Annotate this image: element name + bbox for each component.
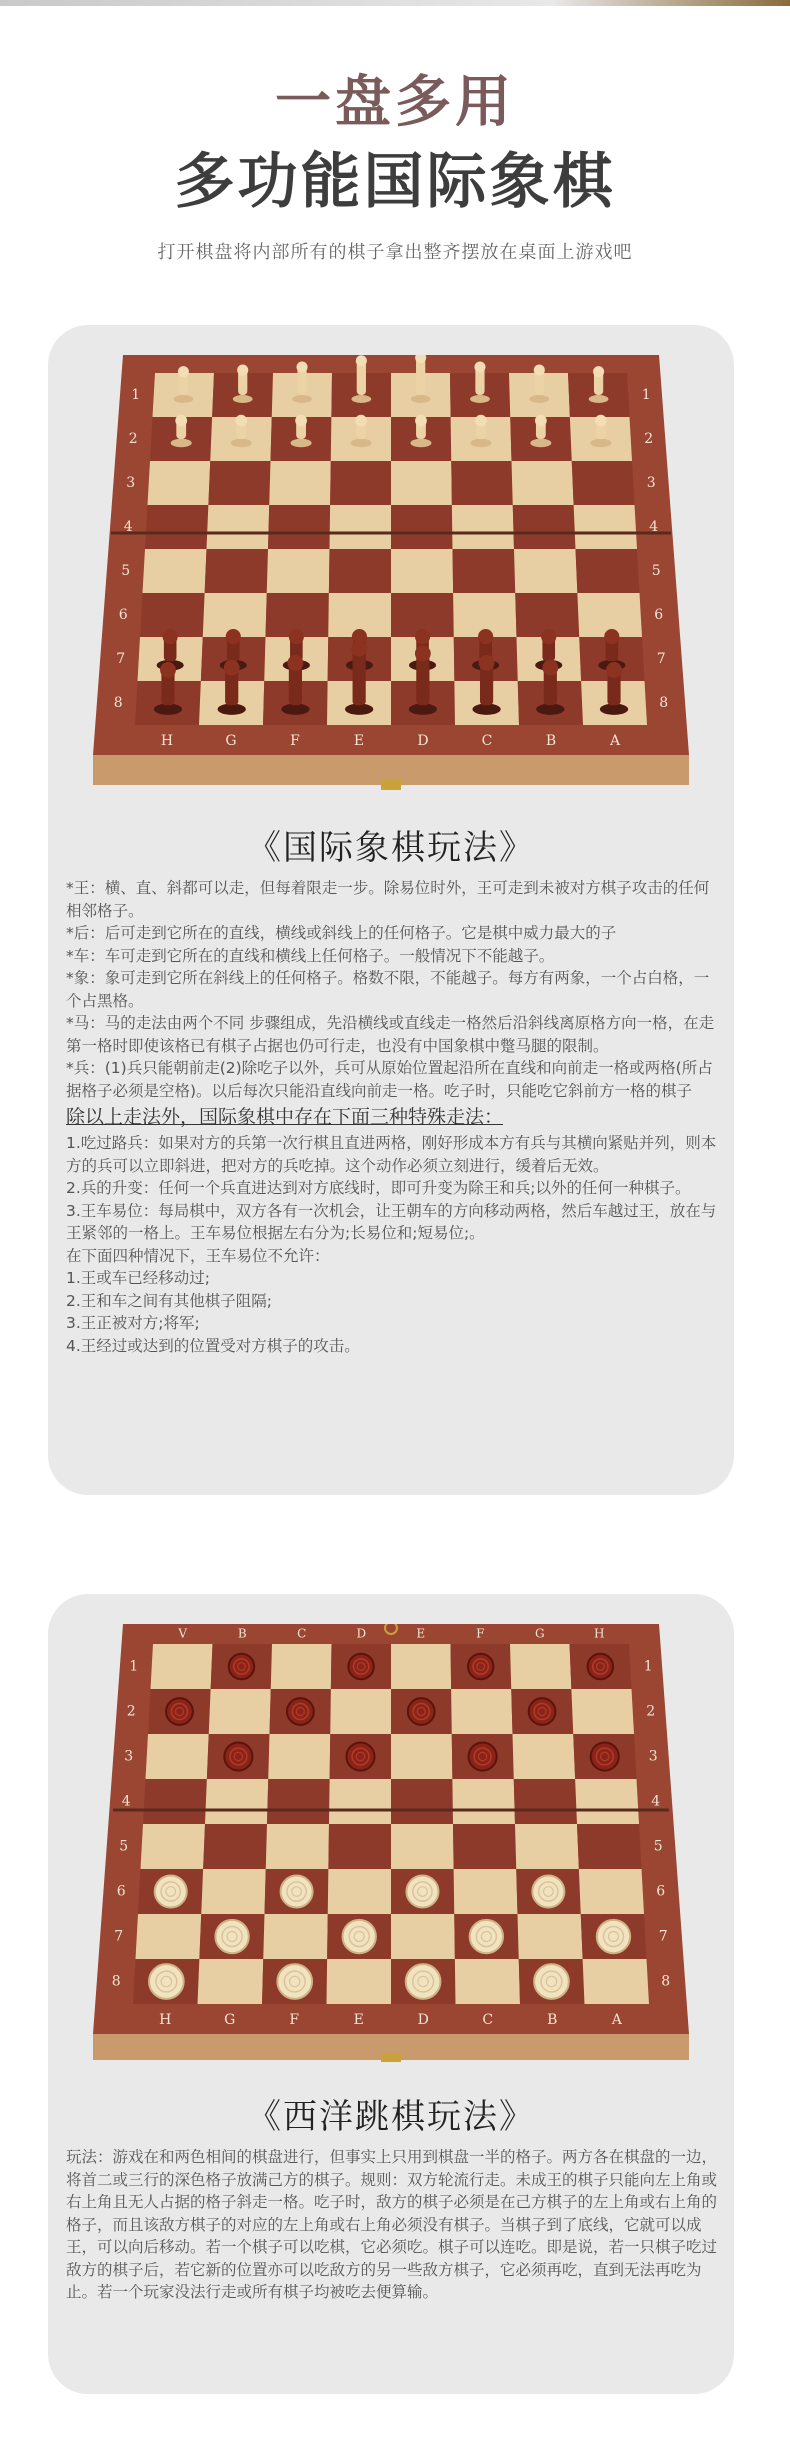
piece-head xyxy=(595,415,607,427)
chess-square xyxy=(148,461,211,505)
checkers-square xyxy=(510,1644,571,1689)
chess-rank-label-left: 5 xyxy=(121,563,131,579)
piece-head xyxy=(163,629,178,644)
checker-disc xyxy=(224,1742,252,1770)
chess-rule-knight: *马：马的走法由两个不同 步骤组成，先沿横线或直线走一格然后沿斜线离原格方向一格，在走第一格时即使该格已有棋子占据也仍可行走，也没有中国象棋中蹩马腿的限制。 xyxy=(66,1014,715,1055)
checkers-square xyxy=(271,1644,332,1689)
checkers-rank-label-left: 7 xyxy=(114,1928,124,1945)
checker-white xyxy=(149,1964,184,1999)
chess-square xyxy=(391,505,453,549)
checkers-square xyxy=(451,1689,512,1734)
chess-file-label: G xyxy=(225,733,237,749)
piece-base xyxy=(470,395,490,403)
chess-square xyxy=(267,549,330,593)
checker-disc xyxy=(281,1875,313,1907)
checkers-rank-label-left: 8 xyxy=(111,1973,121,1990)
checker-disc xyxy=(408,1698,435,1725)
piece-base xyxy=(292,395,312,403)
checkers-rank-label-left: 4 xyxy=(121,1793,131,1810)
piece-head xyxy=(351,641,367,657)
checker-disc xyxy=(343,1920,376,1953)
piece-head xyxy=(593,366,604,377)
piece-head xyxy=(356,355,367,366)
checkers-file-label: H xyxy=(159,2012,172,2028)
chess-rule-rook: *车：车可走到它所在的直线和横线上任何格子。一般情况下不能越子。 xyxy=(66,946,555,965)
checker-disc xyxy=(468,1654,494,1680)
chess-special-castling: 3.王车易位：每局棋中，双方各有一次机会，让王朝车的方向移动两格，然后车越过王，放在与王紧邻的一格上。王车易位根据左右分为;长易位和;短易位;。 xyxy=(66,1201,717,1242)
piece-head xyxy=(237,365,248,376)
checker-white xyxy=(277,1964,312,1999)
chess-file-label: F xyxy=(290,733,300,749)
checkers-file-label: D xyxy=(417,2012,429,2028)
piece-head xyxy=(415,646,431,662)
checkers-rank-label-right: 6 xyxy=(656,1883,666,1900)
chess-rank-label-left: 4 xyxy=(123,519,133,535)
chess-file-label: H xyxy=(160,733,174,749)
piece-base xyxy=(351,395,371,403)
chess-rank-label-left: 2 xyxy=(128,431,138,447)
piece-base xyxy=(589,395,609,403)
checker-white xyxy=(532,1875,564,1907)
checker-disc xyxy=(166,1698,193,1725)
chess-board-svg xyxy=(93,355,689,790)
checker-red xyxy=(588,1654,614,1680)
checkers-square xyxy=(452,1779,515,1824)
checkers-square xyxy=(453,1824,516,1869)
checkers-square xyxy=(143,1779,207,1824)
checkers-square xyxy=(391,1734,452,1779)
piece-base xyxy=(154,704,182,715)
checkers-top-file-label: H xyxy=(594,1626,605,1641)
piece-base xyxy=(600,704,628,715)
checkers-rank-label-left: 2 xyxy=(126,1703,136,1720)
checker-red xyxy=(224,1742,252,1770)
chess-rank-label-right: 6 xyxy=(654,607,664,623)
checkers-rank-label-right: 4 xyxy=(651,1793,661,1810)
piece-head xyxy=(288,655,304,671)
piece-base xyxy=(536,704,564,715)
piece-base xyxy=(410,439,431,447)
chess-square xyxy=(574,505,637,549)
checker-white xyxy=(343,1920,376,1953)
checkers-file-label: E xyxy=(353,2012,364,2028)
checker-white xyxy=(597,1920,630,1953)
checkers-square xyxy=(267,1779,330,1824)
checkers-top-file-label: C xyxy=(297,1626,307,1641)
checker-disc xyxy=(149,1964,184,1999)
checkers-square xyxy=(577,1824,642,1869)
chess-square xyxy=(330,461,391,505)
checkers-board-image xyxy=(93,1624,689,2064)
chess-rule-pawn: *兵：(1)兵只能朝前走(2)除吃子以外，兵可从原始位置起沿所在直线和向前走一格或两格(所占据格子必须是空格)。以后每次只能沿直线向前走一格。吃子时，只能吃它斜前方一格的棋子 xyxy=(66,1059,713,1100)
chess-rule-queen: *后：后可走到它所在的直线，横线或斜线上的任何格子。它是棋中威力最大的子 xyxy=(66,924,617,942)
checkers-rank-label-right: 3 xyxy=(648,1748,658,1765)
checkers-square xyxy=(327,1959,392,2004)
chess-rank-label-left: 1 xyxy=(131,387,141,403)
checker-red xyxy=(166,1698,193,1725)
checker-red xyxy=(591,1742,619,1770)
checker-disc xyxy=(215,1920,248,1953)
piece-head xyxy=(175,415,187,427)
checkers-square xyxy=(151,1644,213,1689)
checkers-file-label: F xyxy=(289,2012,300,2028)
chess-square xyxy=(207,505,270,549)
piece-head xyxy=(542,660,558,676)
piece-head xyxy=(415,415,427,427)
piece-head xyxy=(289,629,304,644)
chess-rank-label-right: 3 xyxy=(646,475,656,491)
checker-red xyxy=(408,1698,435,1725)
chess-rank-label-right: 5 xyxy=(651,563,661,579)
chess-castling-cond-4: 4.王经过或达到的位置受对方棋子的攻击。 xyxy=(66,1336,360,1355)
chess-square xyxy=(330,505,392,549)
checkers-top-file-label: V xyxy=(178,1626,188,1641)
checker-disc xyxy=(348,1654,374,1680)
checkers-square xyxy=(514,1779,577,1824)
piece-head xyxy=(478,629,493,644)
checkers-square xyxy=(328,1869,391,1914)
checkers-square xyxy=(136,1914,202,1959)
chess-square xyxy=(391,461,452,505)
checkers-square xyxy=(391,1914,455,1959)
checkers-square xyxy=(391,1824,454,1869)
piece-head xyxy=(355,415,367,427)
chess-square xyxy=(453,549,516,593)
chess-square xyxy=(268,505,330,549)
chess-rank-label-right: 2 xyxy=(644,431,654,447)
chess-rank-label-right: 7 xyxy=(656,651,666,667)
chess-square xyxy=(143,549,207,593)
piece-base xyxy=(231,439,252,447)
piece-head xyxy=(534,365,545,376)
checkers-square xyxy=(328,1824,391,1869)
chess-square xyxy=(452,505,514,549)
chess-rank-label-right: 4 xyxy=(649,519,659,535)
chess-square xyxy=(572,461,635,505)
checkers-rank-label-right: 5 xyxy=(653,1838,663,1855)
piece-head xyxy=(479,655,495,671)
chess-rank-label-left: 6 xyxy=(118,607,128,623)
checker-disc xyxy=(406,1964,441,1999)
checkers-file-label: C xyxy=(482,2012,494,2028)
chess-square xyxy=(269,461,331,505)
chess-castling-cond-3: 3.王正被对方;将军; xyxy=(66,1314,200,1332)
checker-disc xyxy=(532,1875,564,1907)
checkers-square xyxy=(391,1644,451,1689)
piece-base xyxy=(351,439,372,447)
checkers-square xyxy=(203,1824,267,1869)
checker-disc xyxy=(287,1698,314,1725)
checker-disc xyxy=(591,1742,619,1770)
checkers-board-svg xyxy=(93,1624,689,2064)
checker-disc xyxy=(529,1698,556,1725)
checkers-square xyxy=(571,1689,634,1734)
checkers-rules-text: 玩法：游戏在和两色相间的棋盘进行，但事实上只用到棋盘一半的格子。两方各在棋盘的一边，将首二或三行的深色格子放满己方的棋子。规则：双方轮流行走。未成王的棋子只能向左上角或右上角且无人占据的格子斜走一格。吃子时，敌方的棋子必须是在己方棋子的左上角或右上角的格子，而且该敌方棋子的对应的左上角或右上角必须没有棋子。当棋子到了底线，它就可以成王，可以向后移动。若一个棋子可以吃棋，它必须吃。棋子可以连吃。即是说，若一只棋子吃过敌方的棋子后，若它新的位置亦可以吃敌方的另一些敌方棋子，它必须再吃，直到无法再吃为止。若一个玩家没法行走或所有棋子均被吃去便算输。 xyxy=(66,2148,718,2301)
chess-file-label: A xyxy=(609,733,621,749)
chess-square xyxy=(514,549,577,593)
checkers-square xyxy=(454,1869,518,1914)
checker-red xyxy=(287,1698,314,1725)
piece-head xyxy=(415,629,430,644)
chess-board-latch xyxy=(381,780,401,790)
chess-special-enpassant: 1.吃过路兵：如果对方的兵第一次行棋且直进两格，刚好形成本方有兵与其横向紧贴并列，则本方的兵可以立即斜进，把对方的兵吃掉。这个动作必须立刻进行，缓着后无效。 xyxy=(66,1134,717,1175)
chess-square xyxy=(576,549,640,593)
checkers-square xyxy=(205,1779,268,1824)
piece-base xyxy=(590,439,611,447)
checker-white xyxy=(406,1964,441,1999)
checkers-file-label: B xyxy=(547,2012,558,2028)
chess-rank-label-right: 1 xyxy=(641,387,651,403)
checkers-square xyxy=(209,1689,271,1734)
chess-castling-conditions: 在下面四种情况下，王车易位不允许： xyxy=(66,1246,330,1265)
chess-card xyxy=(48,325,734,1495)
hero-title-line2: 多功能国际象棋 xyxy=(174,147,616,217)
checkers-rank-label-left: 5 xyxy=(119,1838,129,1855)
chess-rank-label-left: 7 xyxy=(116,651,126,667)
piece-body xyxy=(416,358,425,395)
chess-square xyxy=(205,549,268,593)
checker-red xyxy=(529,1698,556,1725)
chess-file-label: D xyxy=(417,733,429,749)
checkers-square xyxy=(575,1779,639,1824)
chess-board-image xyxy=(93,355,689,790)
checker-white xyxy=(155,1875,187,1907)
chess-rank-label-left: 8 xyxy=(113,695,123,711)
checkers-rank-label-left: 6 xyxy=(116,1883,126,1900)
top-decoration-strip xyxy=(0,0,790,6)
checker-disc xyxy=(406,1875,438,1907)
chess-rules-text xyxy=(66,877,720,1357)
piece-head xyxy=(296,361,307,372)
checkers-square xyxy=(583,1959,649,2004)
chess-square xyxy=(329,549,391,593)
checkers-square xyxy=(266,1824,329,1869)
chess-square xyxy=(451,461,513,505)
checkers-rank-label-right: 1 xyxy=(643,1658,653,1675)
chess-file-label: E xyxy=(353,733,365,749)
piece-head xyxy=(224,660,240,676)
piece-base xyxy=(174,395,194,403)
piece-head xyxy=(541,629,556,644)
piece-base xyxy=(411,395,431,403)
chess-rank-label-right: 8 xyxy=(659,695,669,711)
checkers-rank-label-left: 1 xyxy=(129,1658,139,1675)
hero-title-line1: 一盘多用 xyxy=(275,70,515,135)
checker-disc xyxy=(155,1875,187,1907)
piece-base xyxy=(409,704,437,715)
chess-square xyxy=(391,549,453,593)
checker-red xyxy=(468,1654,494,1680)
piece-base xyxy=(233,395,253,403)
hero-header xyxy=(0,70,790,264)
checkers-rank-label-right: 7 xyxy=(658,1928,668,1945)
piece-base xyxy=(529,395,549,403)
hero-subtitle: 打开棋盘将内部所有的棋子拿出整齐摆放在桌面上游戏吧 xyxy=(157,242,633,263)
checkers-rules-title: 《西洋跳棋玩法》 xyxy=(247,2097,535,2137)
checker-red xyxy=(469,1742,497,1770)
chess-rank-label-left: 3 xyxy=(126,475,136,491)
chess-special-heading: 除以上走法外，国际象棋中存在下面三种特殊走法： xyxy=(66,1106,504,1128)
piece-head xyxy=(474,361,485,372)
chess-rules-title: 《国际象棋玩法》 xyxy=(247,828,535,868)
checkers-card xyxy=(48,1594,734,2394)
checker-red xyxy=(346,1742,374,1770)
checkers-file-label: A xyxy=(611,2012,622,2028)
checkers-square xyxy=(146,1734,209,1779)
piece-base xyxy=(218,704,246,715)
checkers-square xyxy=(579,1869,644,1914)
checkers-top-file-label: G xyxy=(534,1626,545,1641)
checkers-square xyxy=(455,1959,520,2004)
checkers-top-file-label: D xyxy=(356,1626,367,1641)
checkers-square xyxy=(391,1779,453,1824)
checkers-square xyxy=(515,1824,579,1869)
chess-square xyxy=(513,505,576,549)
checker-white xyxy=(215,1920,248,1953)
piece-base xyxy=(472,704,500,715)
checker-white xyxy=(281,1875,313,1907)
checkers-square xyxy=(330,1689,391,1734)
checker-disc xyxy=(469,1742,497,1770)
piece-head xyxy=(295,415,307,427)
checkers-file-label: G xyxy=(224,2012,236,2028)
checkers-board-latch xyxy=(381,2054,401,2062)
piece-body xyxy=(353,649,366,705)
checker-disc xyxy=(534,1964,569,1999)
checkers-square xyxy=(513,1734,576,1779)
checkers-square xyxy=(329,1779,391,1824)
checkers-rank-label-right: 8 xyxy=(661,1973,671,1990)
checker-white xyxy=(406,1875,438,1907)
chess-rule-king: *王：横、直、斜都可以走，但每着限走一步。除易位时外，王可走到未被对方棋子攻击的任何相邻格子。 xyxy=(66,879,710,920)
chess-file-label: C xyxy=(481,733,493,749)
checkers-square xyxy=(198,1959,264,2004)
piece-head xyxy=(160,662,176,678)
piece-head xyxy=(604,629,619,644)
checkers-rank-label-left: 3 xyxy=(124,1748,134,1765)
piece-head xyxy=(178,366,189,377)
checker-disc xyxy=(470,1920,503,1953)
checker-disc xyxy=(229,1654,255,1680)
checkers-top-file-label: F xyxy=(476,1626,485,1641)
checker-disc xyxy=(346,1742,374,1770)
piece-base xyxy=(530,439,551,447)
checker-disc xyxy=(597,1920,630,1953)
chess-special-promotion: 2.兵的升变：任何一个兵直进达到对方底线时，即可升变为除王和兵;以外的任何一种棋子。 xyxy=(66,1179,691,1197)
checkers-top-file-label: B xyxy=(237,1626,247,1641)
chess-castling-cond-2: 2.王和车之间有其他棋子阻隔; xyxy=(66,1291,273,1310)
piece-head xyxy=(475,415,487,427)
checker-red xyxy=(229,1654,255,1680)
checkers-rank-label-right: 2 xyxy=(646,1703,656,1720)
checkers-square xyxy=(263,1914,328,1959)
piece-base xyxy=(291,439,312,447)
piece-base xyxy=(470,439,491,447)
checkers-square xyxy=(268,1734,330,1779)
checker-disc xyxy=(277,1964,312,1999)
checkers-square xyxy=(518,1914,583,1959)
piece-base xyxy=(345,704,373,715)
chess-rule-bishop: *象：象可走到它所在斜线上的任何格子。格数不限，不能越子。每方有两象，一个占白格，一个占黑格。 xyxy=(66,969,710,1010)
piece-head xyxy=(535,415,547,427)
checker-disc xyxy=(588,1654,614,1680)
piece-base xyxy=(171,439,192,447)
checker-red xyxy=(348,1654,374,1680)
checkers-top-file-label: E xyxy=(416,1626,426,1641)
checkers-square xyxy=(201,1869,266,1914)
chess-file-label: B xyxy=(545,733,557,749)
chess-square xyxy=(512,461,574,505)
checkers-square xyxy=(141,1824,206,1869)
chess-square xyxy=(208,461,270,505)
chess-castling-cond-1: 1.王或车已经移动过; xyxy=(66,1269,211,1287)
checker-white xyxy=(470,1920,503,1953)
piece-base xyxy=(281,704,309,715)
piece-head xyxy=(606,662,622,678)
piece-head xyxy=(235,415,247,427)
piece-head xyxy=(226,629,241,644)
checker-white xyxy=(534,1964,569,1999)
chess-square xyxy=(145,505,208,549)
